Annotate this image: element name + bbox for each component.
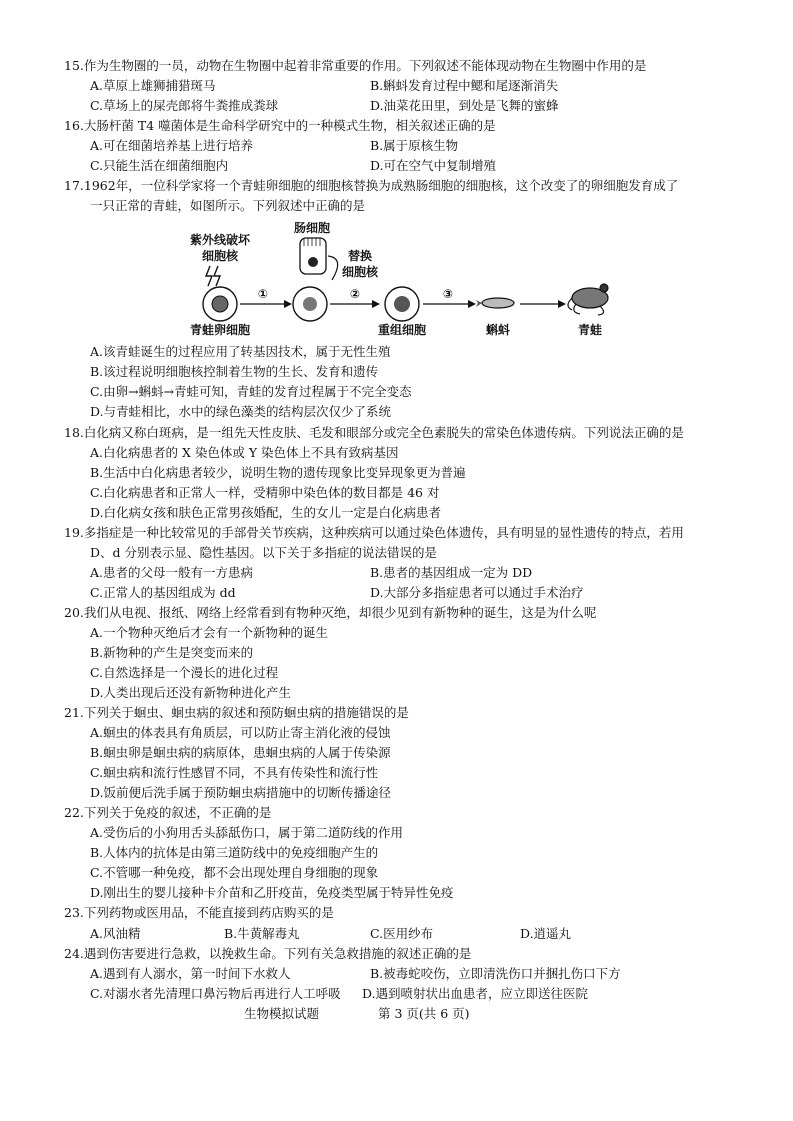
q21-option-b: B.蛔虫卵是蛔虫病的病原体，患蛔虫病的人属于传染源 (90, 745, 391, 760)
q16-option-a: A.可在细菌培养基上进行培养 (90, 138, 254, 153)
q15-option-d: D.油菜花田里，到处是飞舞的蜜蜂 (370, 98, 559, 113)
q20-option-d: D.人类出现后还没有新物种进化产生 (90, 685, 292, 700)
q22-option-b: B.人体内的抗体是由第三道防线中的免疫细胞产生的 (90, 845, 379, 860)
step-3-label: ③ (442, 287, 454, 301)
q23-option-b: B.牛黄解毒丸 (224, 926, 300, 941)
question-20-stem: 20.我们从电视、报纸、网络上经常看到有物种灭绝，却很少见到有新物种的诞生，这是为什么呢 (64, 605, 597, 620)
q17-option-c: C.由卵→蝌蚪→青蛙可知，青蛙的发育过程属于不完全变态 (90, 384, 412, 399)
q15-option-b: B.蝌蚪发育过程中鳃和尾逐渐消失 (370, 78, 559, 93)
q17-option-b: B.该过程说明细胞核控制着生物的生长、发育和遗传 (90, 364, 379, 379)
q19-option-a: A.患者的父母一般有一方患病 (90, 565, 254, 580)
question-23-stem: 23.下列药物或医用品，不能直接到药店购买的是 (64, 905, 334, 920)
q20-option-a: A.一个物种灭绝后才会有一个新物种的诞生 (90, 625, 329, 640)
question-17-stem-cont: 一只正常的青蛙，如图所示。下列叙述中正确的是 (90, 198, 366, 213)
q23-option-c: C.医用纱布 (370, 926, 434, 941)
q19-option-b: B.患者的基因组成一定为 DD (370, 565, 533, 580)
replace-arrow (328, 256, 338, 280)
arrow-3-head (468, 300, 476, 308)
q15-option-a: A.草原上雄狮捕猎斑马 (90, 78, 216, 93)
q20-option-b: B.新物种的产生是突变而来的 (90, 645, 254, 660)
q19-option-d: D.大部分多指症患者可以通过手术治疗 (370, 585, 584, 600)
question-18-stem: 18.白化病又称白斑病，是一组先天性皮肤、毛发和眼部分或完全色素脱失的常染色体遗传病。下列说法正确的是 (64, 425, 684, 440)
q23-option-a: A.风油精 (90, 926, 141, 941)
enucleated-cell-icon (293, 287, 327, 321)
step-2-label: ② (349, 287, 361, 301)
arrow-4-head (558, 300, 566, 308)
frog-label: 青蛙 (577, 323, 603, 337)
q16-option-d: D.可在空气中复制增殖 (370, 158, 497, 173)
question-22-stem: 22.下列关于免疫的叙述，不正确的是 (64, 805, 272, 820)
question-15-stem: 15.作为生物圈的一员，动物在生物圈中起着非常重要的作用。下列叙述不能体现动物在生物圈中作用的是 (64, 58, 647, 73)
q21-option-a: A.蛔虫的体表具有角质层，可以防止寄主消化液的侵蚀 (90, 725, 391, 740)
q16-option-b: B.属于原核生物 (370, 138, 459, 153)
question-19-stem-cont: D、d 分别表示显、隐性基因。以下关于多指症的说法错误的是 (90, 545, 437, 560)
footer-page-number: 第 3 页(共 6 页) (378, 1006, 470, 1021)
intestine-cell-label: 肠细胞 (293, 221, 331, 235)
q17-option-d: D.与青蛙相比，水中的绿色藻类的结构层次仅少了系统 (90, 404, 392, 419)
question-17-stem: 17.1962年，一位科学家将一个青蛙卵细胞的细胞核替换为成熟肠细胞的细胞核，这个改变了的卵细胞发育成了 (64, 178, 679, 193)
q24-option-b: B.被毒蛇咬伤，立即清洗伤口并捆扎伤口下方 (370, 966, 621, 981)
tadpole-label: 蝌蚪 (485, 323, 511, 337)
uv-label-1: 紫外线破坏 (189, 233, 251, 247)
q18-option-a: A.白化病患者的 X 染色体或 Y 染色体上不具有致病基因 (90, 445, 399, 460)
arrow-2-head (372, 300, 380, 308)
q22-option-d: D.刚出生的婴儿接种卡介苗和乙肝疫苗，免疫类型属于特异性免疫 (90, 885, 454, 900)
egg-cell-label: 青蛙卵细胞 (189, 323, 251, 337)
q19-option-c: C.正常人的基因组成为 dd (90, 585, 236, 600)
egg-cell-icon (203, 287, 237, 321)
question-16-stem: 16.大肠杆菌 T4 噬菌体是生命科学研究中的一种模式生物，相关叙述正确的是 (64, 118, 496, 133)
q18-option-c: C.白化病患者和正常人一样，受精卵中染色体的数目都是 46 对 (90, 485, 440, 500)
frog-icon (568, 284, 608, 315)
step-1-label: ① (257, 287, 269, 301)
replace-label-1: 替换 (347, 249, 373, 263)
q24-option-c: C.对溺水者先清理口鼻污物后再进行人工呼吸 (90, 986, 341, 1001)
intestine-cell-icon (300, 238, 326, 274)
q17-option-a: A.该青蛙诞生的过程应用了转基因技术，属于无性生殖 (90, 344, 391, 359)
q22-option-a: A.受伤后的小狗用舌头舔舐伤口，属于第二道防线的作用 (90, 825, 404, 840)
tadpole-icon (476, 298, 514, 308)
q18-option-d: D.白化病女孩和肤色正常男孩婚配，生的女儿一定是白化病患者 (90, 505, 442, 520)
recombined-cell-label: 重组细胞 (377, 323, 427, 337)
uv-lightning-icon (206, 266, 220, 286)
q20-option-c: C.自然选择是一个漫长的进化过程 (90, 665, 279, 680)
q24-option-d: D.遇到喷射状出血患者，应立即送往医院 (362, 986, 589, 1001)
q22-option-c: C.不管哪一种免疫，都不会出现处理自身细胞的现象 (90, 865, 379, 880)
question-21-stem: 21.下列关于蛔虫、蛔虫病的叙述和预防蛔虫病的措施错误的是 (64, 705, 409, 720)
question-19-stem: 19.多指症是一种比较常见的手部骨关节疾病，这种疾病可以通过染色体遗传，具有明显的显性遗传的特点，若用 (64, 525, 684, 540)
q18-option-b: B.生活中白化病患者较少，说明生物的遗传现象比变异现象更为普遍 (90, 465, 466, 480)
footer-title: 生物模拟试题 (244, 1006, 320, 1021)
q16-option-c: C.只能生活在细菌细胞内 (90, 158, 229, 173)
q24-option-a: A.遇到有人溺水，第一时间下水救人 (90, 966, 291, 981)
question-24-stem: 24.遇到伤害要进行急救，以挽救生命。下列有关急救措施的叙述正确的是 (64, 946, 472, 961)
q15-option-c: C.草场上的屎壳郎将牛粪推成粪球 (90, 98, 279, 113)
q21-option-c: C.蛔虫病和流行性感冒不同，不具有传染性和流行性 (90, 765, 379, 780)
q21-option-d: D.饭前便后洗手属于预防蛔虫病措施中的切断传播途径 (90, 785, 392, 800)
uv-label-2: 细胞核 (201, 249, 239, 263)
recombined-cell-icon (385, 287, 419, 321)
replace-label-2: 细胞核 (341, 265, 379, 279)
nuclear-transfer-diagram (180, 218, 620, 340)
arrow-1-head (284, 300, 292, 308)
q23-option-d: D.逍遥丸 (520, 926, 572, 941)
